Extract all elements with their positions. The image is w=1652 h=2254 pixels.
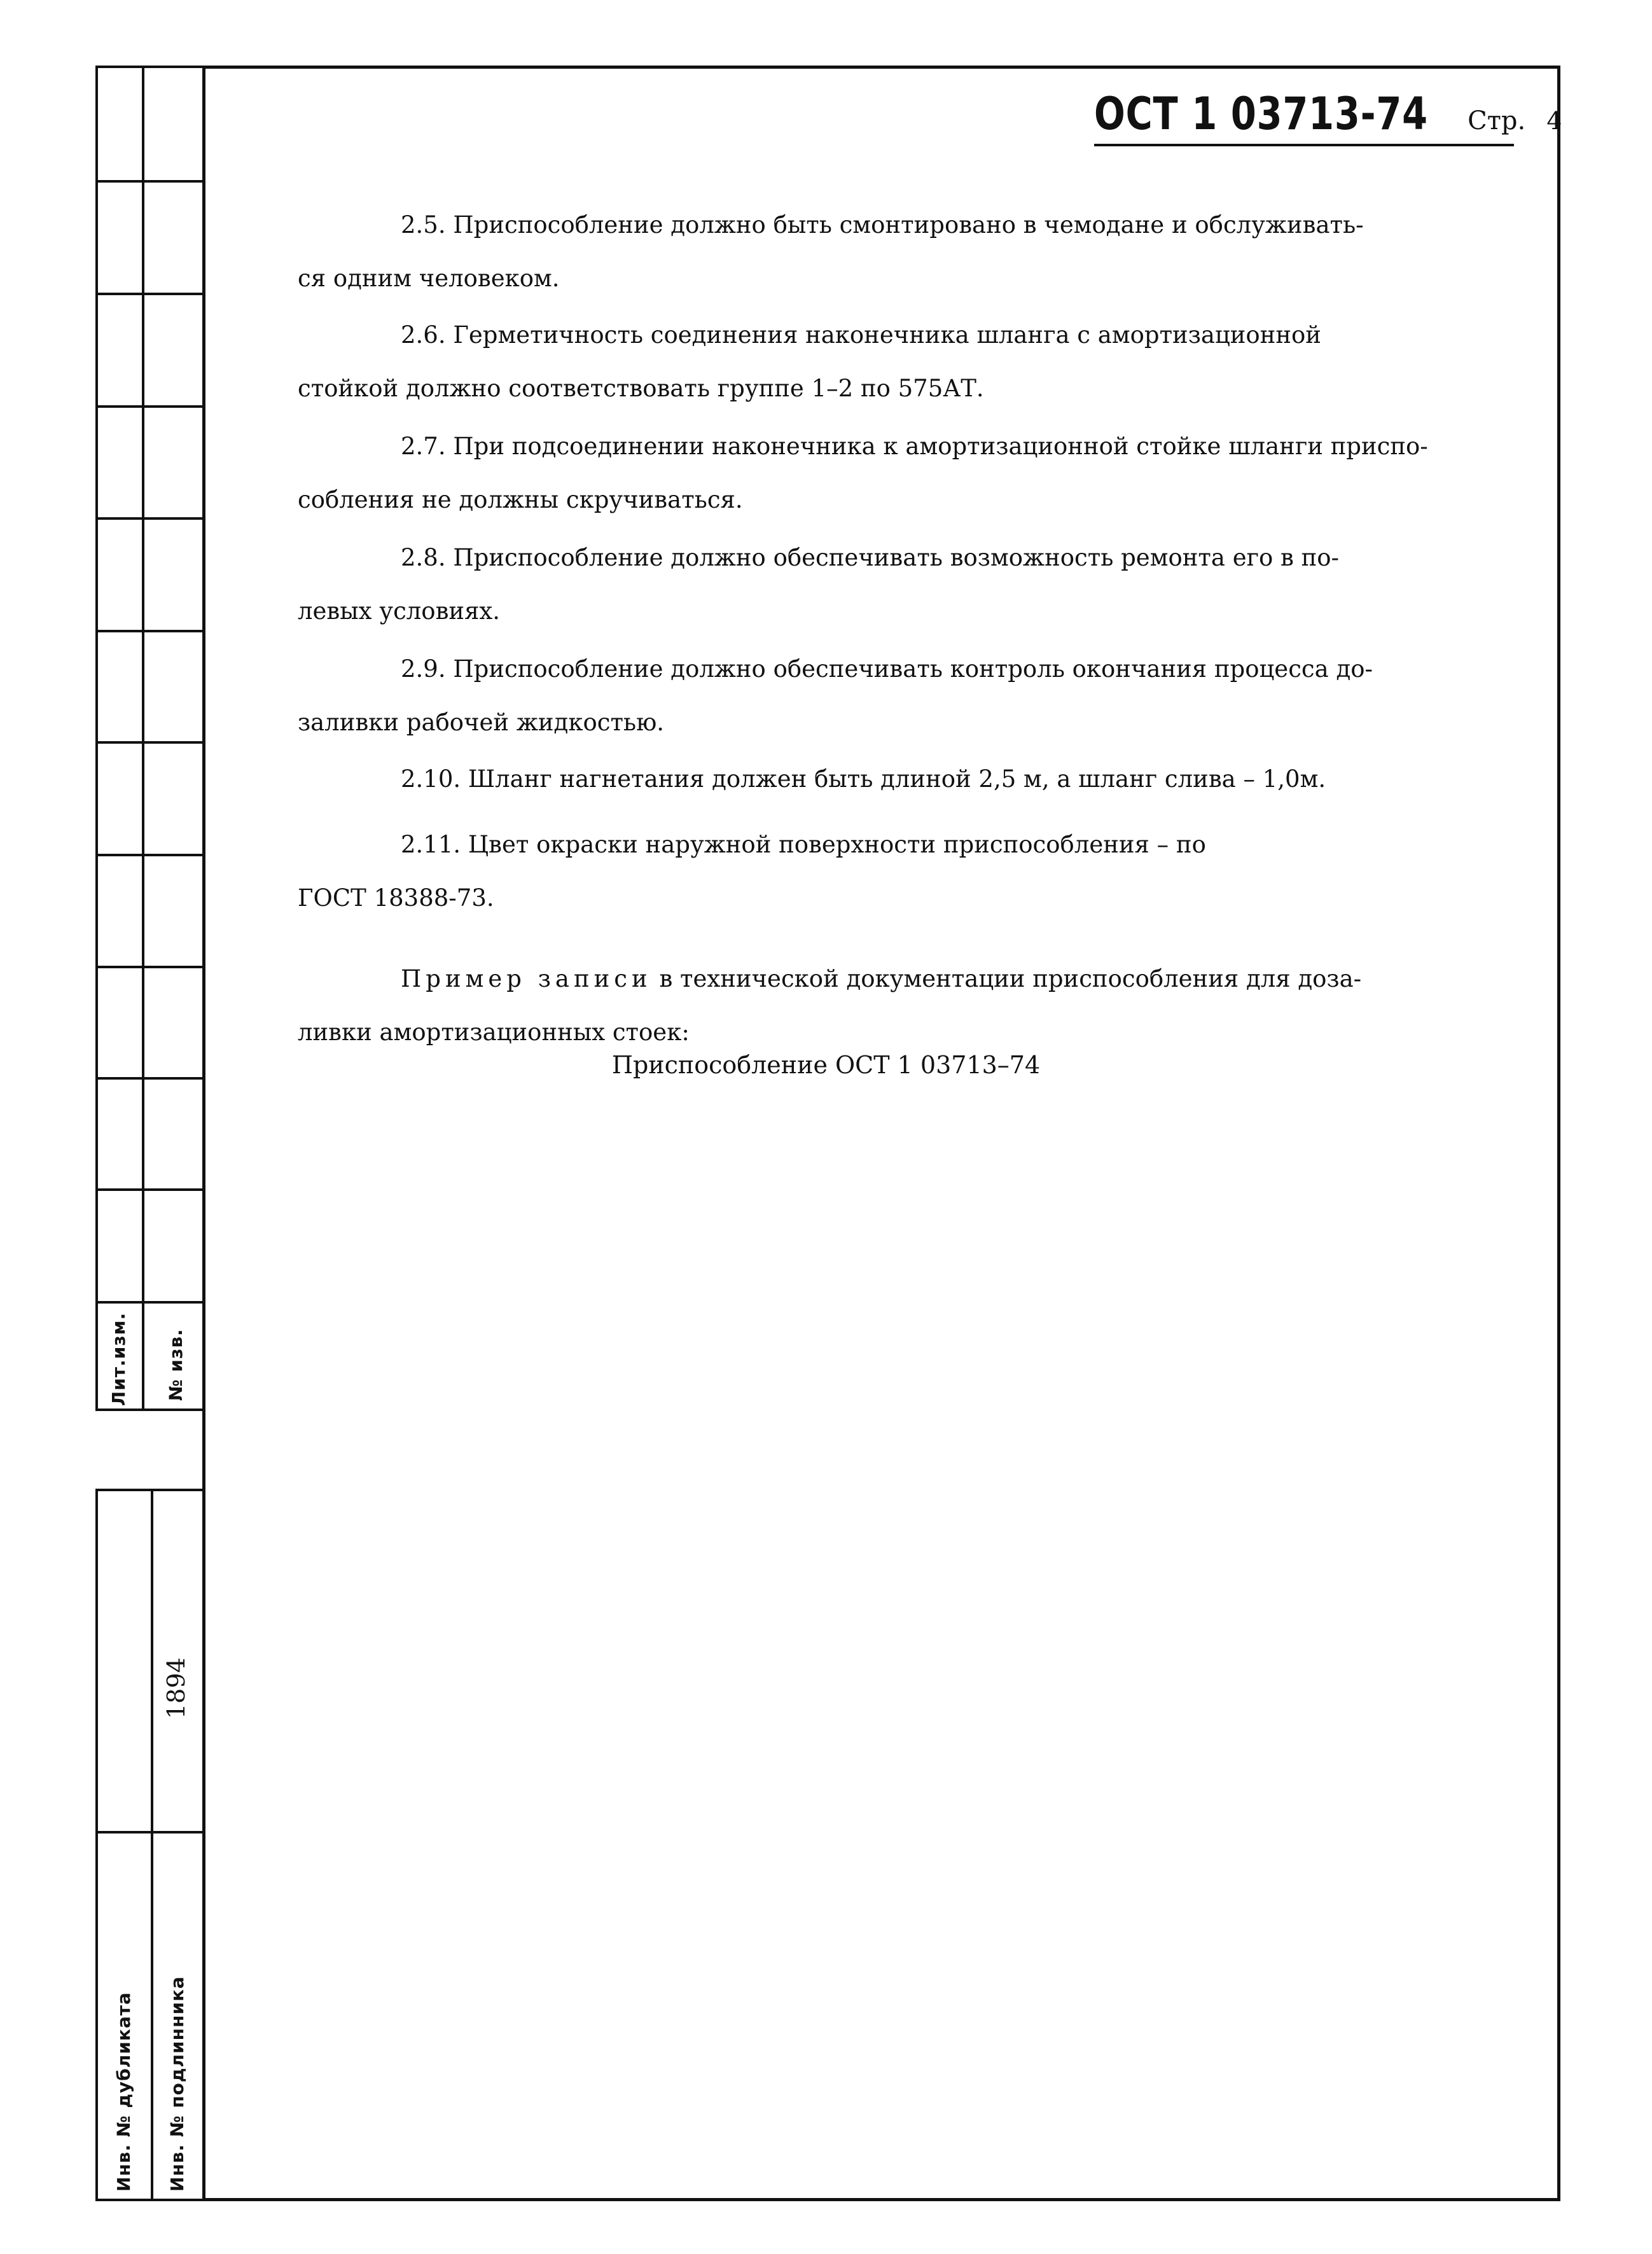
clause-2-9: [298, 643, 1506, 749]
page-label: Стр.: [1468, 106, 1526, 136]
stub-label-dublikat: Инв. № дубликата: [113, 1992, 134, 2192]
clause-line: заливки рабочей жидкостью.: [298, 709, 665, 736]
page-header: [1094, 88, 1562, 146]
clause-line: 2.9. Приспособление должно обеспечивать контроль окончания процесса до-: [401, 655, 1373, 683]
clause-2-6: [298, 309, 1506, 415]
clause-line: 2.10. Шланг нагнетания должен быть длиной 2,5 м, а шланг слива – 1,0м.: [401, 765, 1326, 793]
stub-label-no-izv: № изв.: [165, 1328, 186, 1401]
stub-upper-divider: [142, 66, 144, 1411]
stub-row-line: [95, 1831, 205, 1833]
stub-row-line: [95, 966, 205, 968]
clause-2-8: [298, 531, 1506, 638]
stub-row-line: [95, 293, 205, 295]
document-code: ОСТ 1 03713-74: [1094, 88, 1428, 140]
example-line: [298, 952, 1506, 1006]
example-lead: Пример записи: [401, 965, 652, 992]
stub-row-line: [95, 630, 205, 632]
clause-2-11: [298, 818, 1506, 925]
stub-row-line: [95, 1188, 205, 1191]
clause-line: собления не должны скручиваться.: [298, 486, 743, 513]
inventory-number: 1894: [162, 1657, 190, 1719]
clause-line: 2.7. При подсоединении наконечника к амортизационной стойке шланги приспо-: [401, 433, 1428, 460]
stub-row-line: [95, 405, 205, 408]
example-line: ливки амортизационных стоек:: [298, 1019, 690, 1046]
stub-row-line: [95, 517, 205, 520]
example-line-rest: в технической документации приспособления для доза-: [651, 965, 1362, 992]
stub-row-line: [95, 1301, 205, 1304]
clause-line: 2.6. Герметичность соединения наконечника шланга с амортизационной: [401, 321, 1321, 349]
stub-upper-block: [95, 66, 205, 1411]
stub-row-line: [95, 180, 205, 183]
clause-line: 2.5. Приспособление должно быть смонтировано в чемодане и обслуживать-: [401, 211, 1364, 239]
designation-example: [298, 952, 1506, 1059]
clause-2-7: [298, 420, 1506, 527]
stub-row-line: [95, 854, 205, 856]
clause-line: левых условиях.: [298, 597, 501, 625]
clause-line: 2.11. Цвет окраски наружной поверхности приспособления – по: [401, 831, 1206, 858]
clause-line: 2.8. Приспособление должно обеспечивать возможность ремонта его в по-: [401, 544, 1340, 571]
page-number: 4: [1546, 107, 1562, 135]
designation-sample: Приспособление ОСТ 1 03713–74: [611, 1051, 1041, 1079]
stub-label-podlinnik: Инв. № подлинника: [167, 1976, 188, 2192]
stub-label-lit-izm: Лит.изм.: [108, 1312, 129, 1406]
stub-lower-block: [95, 1489, 205, 2201]
stub-lower-divider: [151, 1489, 153, 2201]
clause-line: стойкой должно соответствовать группе 1–2 по 575АТ.: [298, 375, 984, 402]
clause-line: ГОСТ 18388-73.: [298, 884, 494, 912]
stub-row-line: [95, 741, 205, 744]
clause-line: ся одним человеком.: [298, 265, 560, 292]
clause-2-5: [298, 198, 1506, 305]
clause-2-10: [298, 753, 1506, 806]
